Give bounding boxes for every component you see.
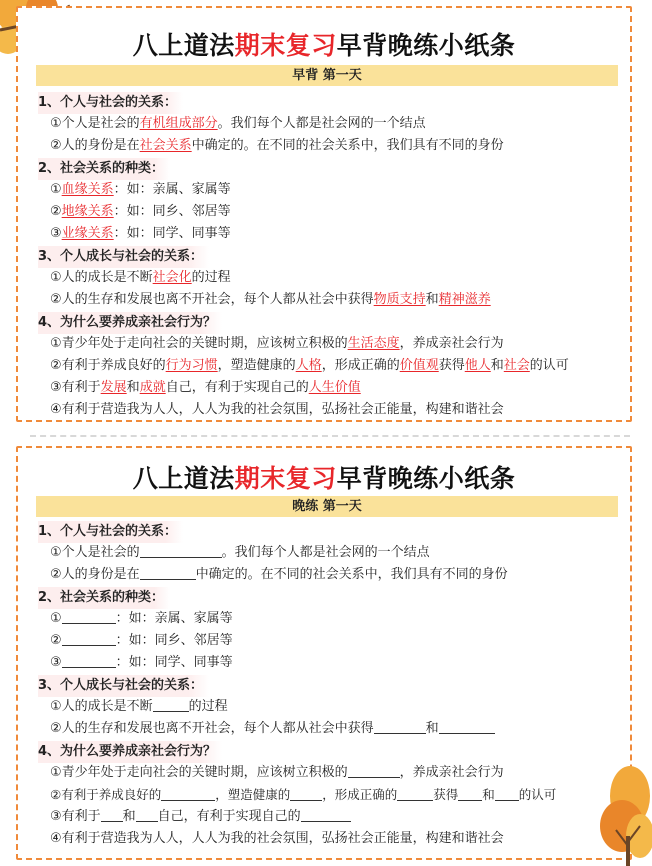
fill-in-blank[interactable] xyxy=(397,786,433,801)
day-label: 晚练 第一天 xyxy=(36,496,618,517)
day-label: 早背 第一天 xyxy=(36,65,618,86)
title-accent-text: 期末复习 xyxy=(234,464,337,493)
evening-content xyxy=(38,520,628,850)
content-line: ③业缘关系：如：同学、同事等 xyxy=(50,226,231,241)
evening-practice-card xyxy=(16,446,632,860)
fill-in-blank[interactable] xyxy=(458,786,482,801)
content-line: ①个人是社会的有机组成部分。我们每个人都是社会网的一个结点 xyxy=(50,116,426,131)
fill-in-blank[interactable] xyxy=(161,786,215,801)
fill-in-blank[interactable] xyxy=(101,807,123,822)
fill-in-blank[interactable] xyxy=(140,543,222,558)
title-text-end: 早背晚练小纸条 xyxy=(336,31,516,60)
fill-in-blank[interactable] xyxy=(136,807,158,822)
section-heading: 1、个人与社会的关系： xyxy=(38,92,183,114)
content-line: ①人的成长是不断社会化的过程 xyxy=(50,270,231,285)
content-line: ②人的身份是在社会关系中确定的。在不同的社会关系中，我们具有不同的身份 xyxy=(50,138,504,153)
content-line: ②有利于养成良好的 ，塑造健康的 ，形成正确的 获得 和 的认可 xyxy=(50,787,557,802)
morning-memorize-card xyxy=(16,6,632,422)
content-line: ③有利于发展和成就自己，有利于实现自己的人生价值 xyxy=(50,380,361,395)
content-line: ①个人是社会的 。我们每个人都是社会网的一个结点 xyxy=(50,545,430,560)
content-line: ②人的生存和发展也离不开社会，每个人都从社会中获得 和 xyxy=(38,718,628,740)
section-heading: 1、个人与社会的关系： xyxy=(38,521,183,543)
page-title xyxy=(18,459,630,495)
autumn-tree-decoration xyxy=(592,746,652,866)
fill-in-blank[interactable] xyxy=(140,565,196,580)
fill-in-blank[interactable] xyxy=(374,719,426,734)
content-line: ②人的身份是在 中确定的。在不同的社会关系中，我们具有不同的身份 xyxy=(50,567,508,582)
section-heading: 3、个人成长与社会的关系： xyxy=(38,675,209,697)
content-line: ①人的成长是不断 的过程 xyxy=(50,699,228,714)
section-heading: 2、社会关系的种类： xyxy=(38,158,170,180)
morning-content xyxy=(38,91,628,421)
fill-in-blank[interactable] xyxy=(348,763,400,778)
section-heading: 2、社会关系的种类： xyxy=(38,587,170,609)
content-line: ②有利于养成良好的行为习惯，塑造健康的人格，形成正确的价值观获得他人和社会的认可 xyxy=(50,358,569,373)
page-title xyxy=(18,26,630,62)
content-line: ②人的生存和发展也离不开社会，每个人都从社会中获得物质支持和精神滋养 xyxy=(50,292,491,307)
fill-in-blank[interactable] xyxy=(301,807,351,822)
title-text: 八上道法 xyxy=(132,464,235,493)
fill-in-blank[interactable] xyxy=(62,653,116,668)
section-divider xyxy=(30,435,630,437)
content-line: ③ ：如：同学、同事等 xyxy=(50,655,233,670)
content-line: ①血缘关系：如：亲属、家属等 xyxy=(50,182,231,197)
content-line: ③有利于 和 自己，有利于实现自己的 xyxy=(38,806,628,828)
fill-in-blank[interactable] xyxy=(290,786,322,801)
title-accent-text: 期末复习 xyxy=(234,31,337,60)
content-line: ④有利于营造我为人人，人人为我的社会氛围，弘扬社会正能量，构建和谐社会 xyxy=(50,831,504,846)
title-text: 八上道法 xyxy=(132,31,235,60)
fill-in-blank[interactable] xyxy=(153,697,189,712)
section-heading: 3、个人成长与社会的关系： xyxy=(38,246,209,268)
content-line: ① ：如：亲属、家属等 xyxy=(50,611,233,626)
content-line: ②地缘关系：如：同乡、邻居等 xyxy=(50,204,231,219)
section-heading: 4、为什么要养成亲社会行为？ xyxy=(38,312,222,334)
content-line: ①青少年处于走向社会的关键时期，应该树立积极的生活态度，养成亲社会行为 xyxy=(50,336,504,351)
fill-in-blank[interactable] xyxy=(495,786,519,801)
fill-in-blank[interactable] xyxy=(439,719,495,734)
content-line: ①青少年处于走向社会的关键时期，应该树立积极的 ，养成亲社会行为 xyxy=(50,765,504,780)
content-line: ④有利于营造我为人人，人人为我的社会氛围，弘扬社会正能量，构建和谐社会 xyxy=(50,402,504,417)
fill-in-blank[interactable] xyxy=(62,631,116,646)
title-text-end: 早背晚练小纸条 xyxy=(336,464,516,493)
fill-in-blank[interactable] xyxy=(62,609,116,624)
section-heading: 4、为什么要养成亲社会行为？ xyxy=(38,741,222,763)
content-line: ② ：如：同乡、邻居等 xyxy=(50,633,233,648)
